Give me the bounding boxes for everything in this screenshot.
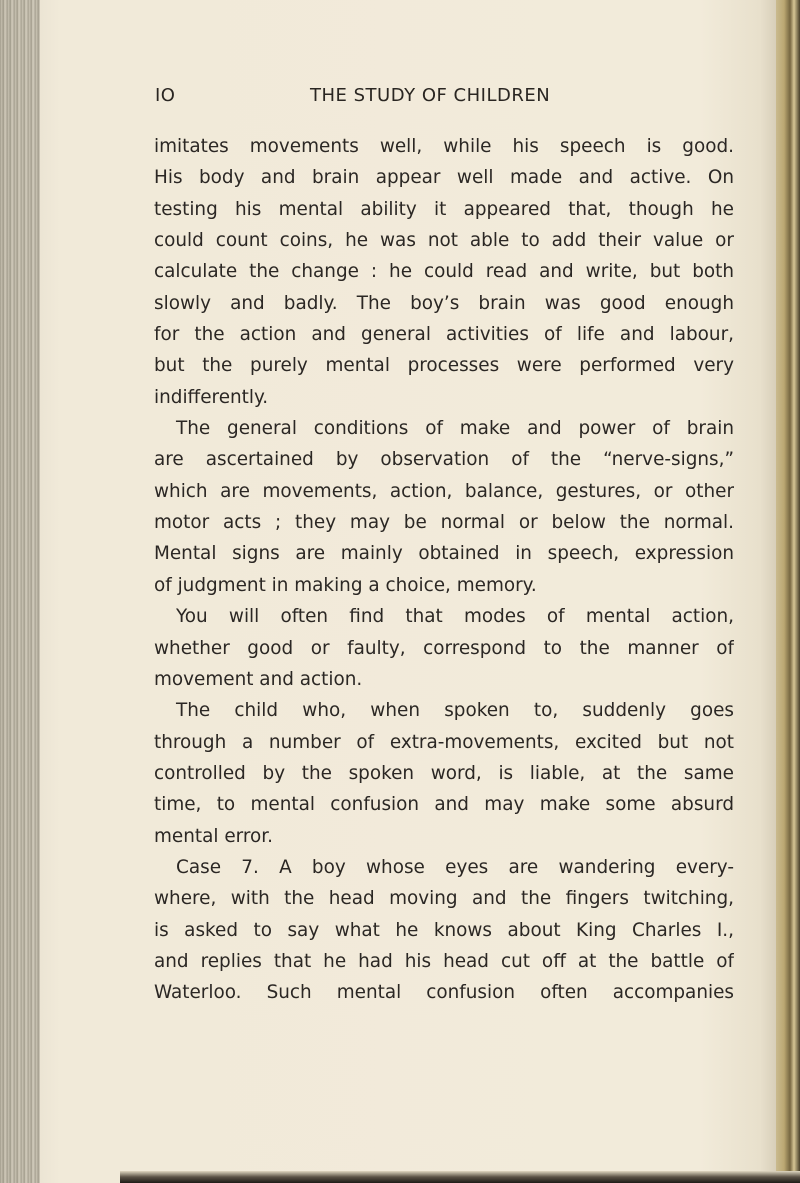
text-line: time, to mental confusion and may make some absurd [154,794,734,816]
text-line: and replies that he had his head cut off at the battle of [154,950,734,972]
running-head: THE STUDY OF CHILDREN [310,85,551,106]
text-line: which are movements, action, balance, gestures, or other [154,480,734,502]
page-bottom-edge [120,1171,800,1183]
text-line: could count coins, he was not able to add their value or [154,230,734,252]
text-line: where, with the head moving and the fingers twitching, [154,888,734,910]
text-line: is asked to say what he knows about King Charles I., [154,919,734,941]
text-line: indifferently. [154,386,269,408]
text-line: mental error. [154,825,273,847]
text-line: Waterloo. Such mental confusion often accompanies [154,982,734,1004]
page-header [155,85,715,113]
text-line: His body and brain appear well made and active. On [154,167,734,189]
text-line: movement and action. [154,668,363,690]
text-line: Mental signs are mainly obtained in speech, expression [154,543,734,565]
text-line: motor acts ; they may be normal or below the normal. [154,512,734,534]
text-line: whether good or faulty, correspond to the manner of [154,637,734,659]
page-number: IO [155,85,176,106]
book-binding-edge [0,0,40,1183]
text-line: through a number of extra-movements, excited but not [154,731,734,753]
page-fore-edge [776,0,800,1183]
text-line: You will often find that modes of mental action, [176,606,734,628]
text-line: The child who, when spoken to, suddenly goes [176,700,734,722]
text-line: testing his mental ability it appeared that, though he [154,198,734,220]
text-line: for the action and general activities of life and labour, [154,324,734,346]
text-line: imitates movements well, while his speech is good. [154,136,734,157]
text-line: of judgment in making a choice, memory. [154,574,537,596]
text-line: slowly and badly. The boy’s brain was good enough [154,292,734,314]
text-line: Case 7. A boy whose eyes are wandering every- [176,856,734,878]
text-line: calculate the change : he could read and write, but both [154,261,734,283]
text-line: The general conditions of make and power of brain [176,418,734,440]
text-line: are ascertained by observation of the “nerve-signs,” [154,449,734,471]
text-line: controlled by the spoken word, is liable, at the same [154,762,734,784]
text-line: but the purely mental processes were performed very [154,355,734,377]
body-text [154,131,734,1009]
